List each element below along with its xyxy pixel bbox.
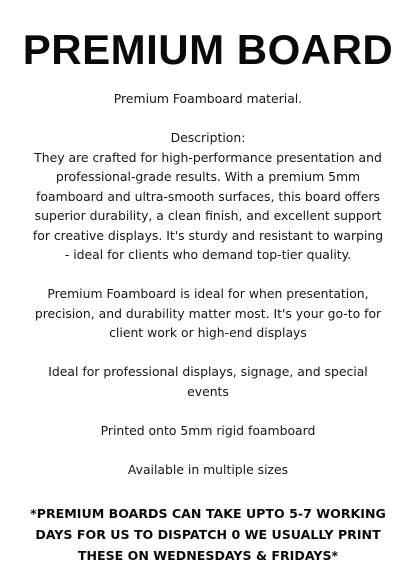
- applications-text: Ideal for professional displays, signage, and special events: [48, 364, 368, 399]
- description-heading: Description:: [170, 130, 246, 145]
- spacer: [30, 401, 386, 421]
- page-title: PREMIUM BOARD: [22, 26, 394, 73]
- material-text: Printed onto 5mm rigid foamboard: [100, 422, 316, 438]
- product-description-block: [30, 89, 386, 479]
- spacer: [30, 265, 386, 285]
- sizes-text: Available in multiple sizes: [127, 461, 289, 477]
- description-text: They are crafted for high-performance presentation and professional-grade results. With a premium 5mm foamboard and ultra-smooth surfaces, this board offers superior durability, a clean finish, and excellent support for creative displays. It's sturdy and resistant to warping - ideal for clients who demand top-tier quality.: [32, 149, 384, 262]
- dispatch-notice: *PREMIUM BOARDS CAN TAKE UPTO 5-7 WORKING DAYS FOR US TO DISPATCH 0 WE USUALLY PRINT THESE ON WEDNESDAYS & FRIDAYS*: [30, 506, 386, 563]
- spacer: [30, 440, 386, 460]
- intro-text: Premium Foamboard material.: [113, 91, 303, 106]
- spacer: [30, 343, 386, 363]
- ideal-use-text: Premium Foamboard is ideal for when presentation, precision, and durability matter most. It's your go-to for client work or high-end displays: [34, 286, 382, 340]
- spacer: [30, 109, 386, 129]
